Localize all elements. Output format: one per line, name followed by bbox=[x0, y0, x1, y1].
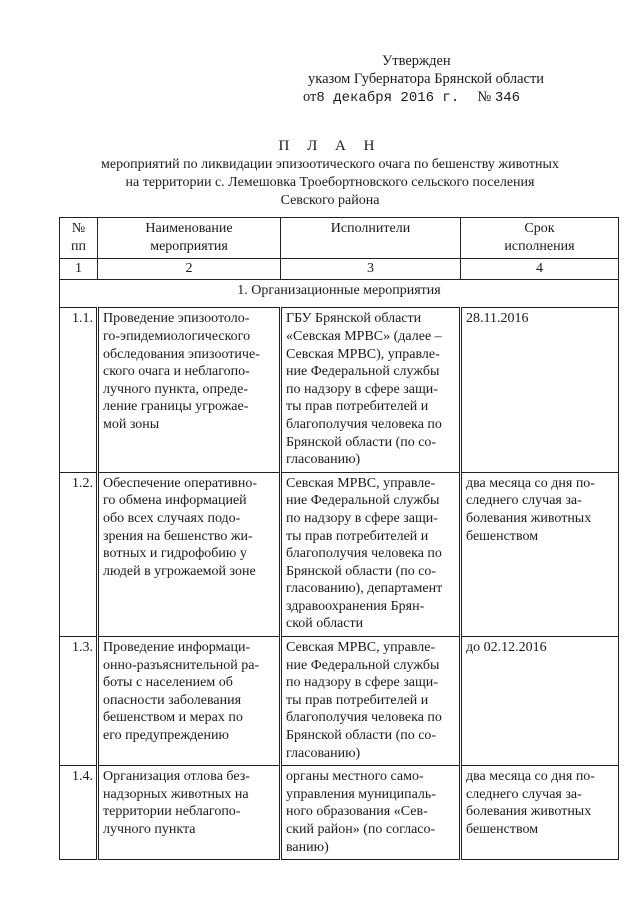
row-executors: органы местного само- управления муниципаль- ного образования «Сев- ский район» (по согласо- ванию) bbox=[281, 766, 461, 860]
table-body bbox=[60, 308, 619, 860]
table-row bbox=[60, 472, 619, 636]
row-number: 1.2. bbox=[60, 472, 98, 636]
col-number: 3 bbox=[281, 259, 461, 280]
section-row bbox=[60, 279, 619, 308]
column-numbers-row bbox=[60, 259, 619, 280]
approval-date: 8 декабря 2016 г. bbox=[316, 90, 460, 106]
plan-table bbox=[59, 217, 619, 860]
row-term: два месяца со дня по- следнего случая за- болевания животных бешенством bbox=[461, 766, 619, 860]
row-activity: Проведение информаци- онно-разъяснительной ра- боты с населением об опасности заболевания бешенством и мерах по его предупреждению bbox=[98, 637, 281, 766]
row-activity: Проведение эпизоотоло- го-эпидемиологического обследования эпизоотиче- ского очага и неблагопо- лучного пункта, опреде- ление границы угрожае- мой зоны bbox=[98, 308, 281, 472]
row-number: 1.4. bbox=[60, 766, 98, 860]
table-row bbox=[60, 766, 619, 860]
row-executors: Севская МРВС, управле- ние Федеральной службы по надзору в сфере защи- ты прав потребителей и благополучия человека по Брянской области (по со- гласованию), департамент здравоохранения Брян- ской области bbox=[281, 472, 461, 636]
row-term: два месяца со дня по- следнего случая за- болевания животных бешенством bbox=[461, 472, 619, 636]
from-label: от bbox=[303, 89, 317, 105]
row-activity: Организация отлова без- надзорных животных на территории неблагопо- лучного пункта bbox=[98, 766, 281, 860]
col-number: 4 bbox=[461, 259, 619, 280]
row-activity: Обеспечение оперативно- го обмена информацией обо всех случаях подо- зрения на бешенство жи- вотных и гидрофобию у людей в угрожаемой зоне bbox=[98, 472, 281, 636]
row-number: 1.1. bbox=[60, 308, 98, 472]
plan-heading: П Л А Н bbox=[278, 138, 382, 154]
row-number: 1.3. bbox=[60, 637, 98, 766]
approval-date-line bbox=[300, 88, 620, 107]
col-number: 2 bbox=[98, 259, 281, 280]
approval-line1: Утвержден bbox=[382, 53, 451, 69]
plan-subtitle-line3: Севского района bbox=[280, 193, 380, 208]
approval-number: 346 bbox=[494, 90, 521, 106]
table-row bbox=[60, 637, 619, 766]
section-title: 1. Организационные мероприятия bbox=[60, 279, 619, 308]
header-num: № пп bbox=[60, 218, 98, 259]
row-executors: Севская МРВС, управле- ние Федеральной службы по надзору в сфере защи- ты прав потребителей и благополучия человека по Брянской области (по со- гласованию) bbox=[281, 637, 461, 766]
table-row bbox=[60, 308, 619, 472]
table-header-row bbox=[60, 218, 619, 259]
row-term: до 02.12.2016 bbox=[461, 637, 619, 766]
header-name: Наименование мероприятия bbox=[98, 218, 281, 259]
approval-block bbox=[300, 52, 620, 107]
title-block bbox=[40, 137, 620, 210]
plan-subtitle-line1: мероприятий по ликвидации эпизоотического очага по бешенству животных bbox=[101, 157, 559, 172]
col-number: 1 bbox=[60, 259, 98, 280]
number-label: № bbox=[477, 89, 492, 105]
plan-subtitle-line2: на территории с. Лемешовка Троебортновского сельского поселения bbox=[125, 175, 535, 190]
approval-line2: указом Губернатора Брянской области bbox=[308, 71, 545, 87]
header-exec: Исполнители bbox=[281, 218, 461, 259]
header-term: Срок исполнения bbox=[461, 218, 619, 259]
row-executors: ГБУ Брянской области «Севская МРВС» (далее – Севская МРВС), управле- ние Федеральной службы по надзору в сфере защи- ты прав потребителей и благополучия человека по Брянской области (по со- гласованию) bbox=[281, 308, 461, 472]
row-term: 28.11.2016 bbox=[461, 308, 619, 472]
